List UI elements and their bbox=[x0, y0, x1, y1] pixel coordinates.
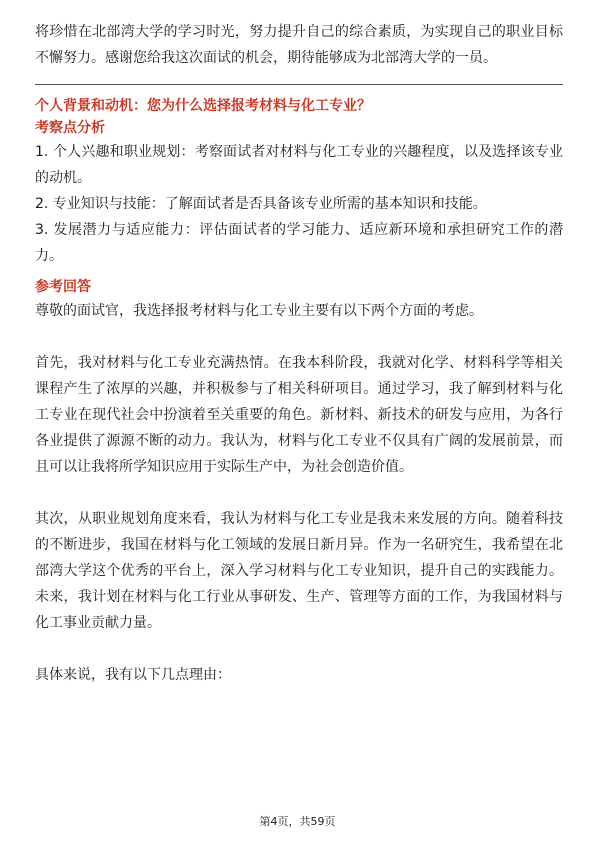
analysis-heading: 考察点分析 bbox=[35, 120, 105, 136]
analysis-item-2: 2. 专业知识与技能：了解面试者是否具备该专业所需的基本知识和技能。 bbox=[35, 196, 487, 212]
answer-paragraph-second: 其次，从职业规划角度来看，我认为材料与化工专业是我未来发展的方向。随着科技的不断进步，我国在材料与化工领域的发展日新月异。作为一名研究生，我希望在北部湾大学这个优秀的平台上，深入学习材料与化工专业知识，提升自己的实践能力。未来，我计划在材料与化工行业从事研发、生产、管理等方面的工作，为我国材料与化工事业贡献力量。 bbox=[35, 511, 563, 631]
analysis-item-1: 1. 个人兴趣和职业规划：考察面试者对材料与化工专业的兴趣程度，以及选择该专业的动机。 bbox=[35, 144, 563, 186]
interview-question: 个人背景和动机：您为什么选择报考材料与化工专业？ bbox=[35, 98, 371, 114]
analysis-item-3: 3. 发展潜力与适应能力：评估面试者的学习能力、适应新环境和承担研究工作的潜力。 bbox=[35, 222, 563, 264]
page-content bbox=[35, 19, 563, 688]
answer-heading: 参考回答 bbox=[35, 279, 91, 295]
answer-paragraph-first: 首先，我对材料与化工专业充满热情。在我本科阶段，我就对化学、材料科学等相关课程产生了浓厚的兴趣，并积极参与了相关科研项目。通过学习，我了解到材料与化工专业在现代社会中扮演着至关重要的角色。新材料、新技术的研发与应用，为各行各业提供了源源不断的动力。我认为，材料与化工专业不仅具有广阔的发展前景，而且可以让我将所学知识应用于实际生产中，为社会创造价值。 bbox=[35, 355, 563, 475]
section-divider bbox=[35, 84, 563, 85]
intro-paragraph: 将珍惜在北部湾大学的学习时光，努力提升自己的综合素质，为实现自己的职业目标不懈努力。感谢您给我这次面试的机会，期待能够成为北部湾大学的一员。 bbox=[35, 24, 563, 66]
page-number: 第4页，共59页 bbox=[259, 815, 336, 828]
answer-paragraph-opening: 尊敬的面试官，我选择报考材料与化工专业主要有以下两个方面的考虑。 bbox=[35, 303, 483, 319]
answer-paragraph-reasons: 具体来说，我有以下几点理由： bbox=[35, 667, 231, 683]
